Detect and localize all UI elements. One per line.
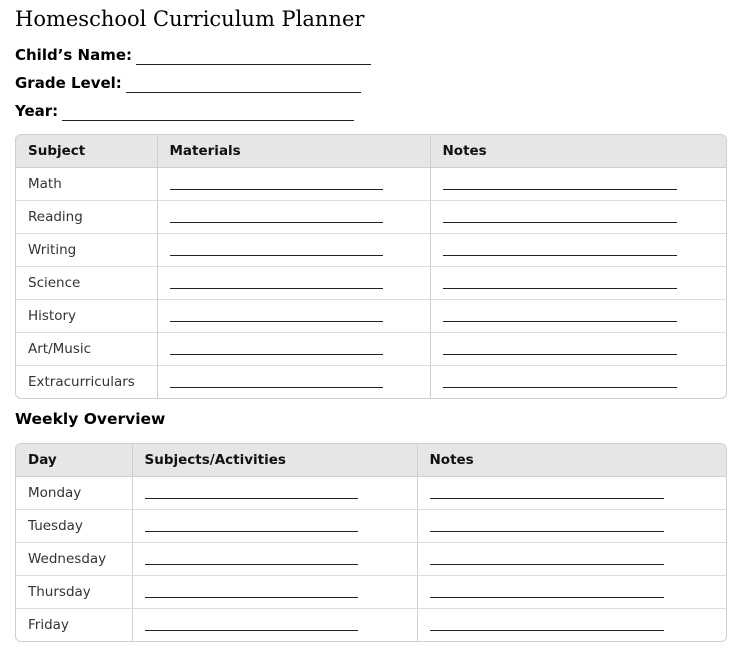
subject-row-label: History — [16, 300, 157, 333]
entry-blank-line[interactable] — [145, 563, 358, 565]
entry-blank-line[interactable] — [170, 353, 383, 355]
subject-row — [16, 300, 726, 333]
day-row-entry-cell — [132, 576, 417, 609]
notes-blank-line[interactable] — [430, 596, 664, 598]
notes-blank-line[interactable] — [430, 563, 664, 565]
entry-blank-line[interactable] — [170, 287, 383, 289]
subject-row-notes-cell — [430, 168, 726, 201]
day-row-notes-cell — [417, 609, 726, 642]
day-row-notes-cell — [417, 543, 726, 576]
column-header-notes: Notes — [430, 135, 726, 168]
column-header-subjects-activities: Subjects/Activities — [132, 444, 417, 477]
subject-row-entry-cell — [157, 168, 430, 201]
column-header-subject: Subject — [16, 135, 157, 168]
entry-blank-line[interactable] — [170, 320, 383, 322]
subject-row-entry-cell — [157, 267, 430, 300]
subject-row-label: Reading — [16, 201, 157, 234]
subject-row-label: Writing — [16, 234, 157, 267]
entry-blank-line[interactable] — [145, 530, 358, 532]
day-row-entry-cell — [132, 510, 417, 543]
grade-level-field — [15, 74, 361, 93]
day-row — [16, 477, 726, 510]
entry-blank-line[interactable] — [145, 629, 358, 631]
notes-blank-line[interactable] — [443, 287, 677, 289]
weekly-header-row — [16, 444, 726, 477]
subject-row-notes-cell — [430, 366, 726, 399]
day-row-entry-cell — [132, 543, 417, 576]
day-row-notes-cell — [417, 576, 726, 609]
subject-row — [16, 267, 726, 300]
page-title: Homeschool Curriculum Planner — [15, 7, 365, 31]
notes-blank-line[interactable] — [443, 320, 677, 322]
column-header-materials: Materials — [157, 135, 430, 168]
subject-row-entry-cell — [157, 333, 430, 366]
entry-blank-line[interactable] — [170, 188, 383, 190]
subject-row — [16, 234, 726, 267]
subject-row — [16, 366, 726, 399]
notes-blank-line[interactable] — [443, 386, 677, 388]
day-row — [16, 543, 726, 576]
subject-row-entry-cell — [157, 201, 430, 234]
subject-row-entry-cell — [157, 366, 430, 399]
curriculum-table — [15, 134, 727, 399]
notes-blank-line[interactable] — [443, 254, 677, 256]
subject-row-label: Extracurriculars — [16, 366, 157, 399]
year-label: Year: — [15, 102, 59, 120]
entry-blank-line[interactable] — [170, 386, 383, 388]
year-field — [15, 102, 354, 121]
subject-row-notes-cell — [430, 333, 726, 366]
curriculum-header-row — [16, 135, 726, 168]
subject-row-entry-cell — [157, 234, 430, 267]
child-name-blank[interactable] — [136, 63, 371, 65]
grade-level-blank[interactable] — [126, 91, 361, 93]
day-row — [16, 576, 726, 609]
day-row-label: Monday — [16, 477, 132, 510]
weekly-overview-table — [15, 443, 727, 642]
year-blank[interactable] — [62, 119, 354, 121]
notes-blank-line[interactable] — [430, 530, 664, 532]
day-row — [16, 609, 726, 642]
grade-level-label: Grade Level: — [15, 74, 122, 92]
subject-row-notes-cell — [430, 300, 726, 333]
subject-row — [16, 201, 726, 234]
entry-blank-line[interactable] — [170, 254, 383, 256]
day-row-label: Tuesday — [16, 510, 132, 543]
day-row-notes-cell — [417, 510, 726, 543]
subject-row-notes-cell — [430, 201, 726, 234]
notes-blank-line[interactable] — [443, 188, 677, 190]
notes-blank-line[interactable] — [443, 353, 677, 355]
subject-row-label: Math — [16, 168, 157, 201]
day-row-label: Friday — [16, 609, 132, 642]
day-row-entry-cell — [132, 609, 417, 642]
subject-row-entry-cell — [157, 300, 430, 333]
weekly-overview-heading: Weekly Overview — [15, 410, 166, 428]
notes-blank-line[interactable] — [430, 629, 664, 631]
subject-row — [16, 333, 726, 366]
entry-blank-line[interactable] — [145, 497, 358, 499]
entry-blank-line[interactable] — [170, 221, 383, 223]
day-row — [16, 510, 726, 543]
child-name-label: Child’s Name: — [15, 46, 133, 64]
column-header-weekly-notes: Notes — [417, 444, 726, 477]
day-row-label: Thursday — [16, 576, 132, 609]
day-row-label: Wednesday — [16, 543, 132, 576]
notes-blank-line[interactable] — [430, 497, 664, 499]
entry-blank-line[interactable] — [145, 596, 358, 598]
subject-row-notes-cell — [430, 234, 726, 267]
subject-row-label: Science — [16, 267, 157, 300]
child-name-field — [15, 46, 371, 65]
day-row-notes-cell — [417, 477, 726, 510]
column-header-day: Day — [16, 444, 132, 477]
subject-row — [16, 168, 726, 201]
subject-row-notes-cell — [430, 267, 726, 300]
notes-blank-line[interactable] — [443, 221, 677, 223]
subject-row-label: Art/Music — [16, 333, 157, 366]
day-row-entry-cell — [132, 477, 417, 510]
